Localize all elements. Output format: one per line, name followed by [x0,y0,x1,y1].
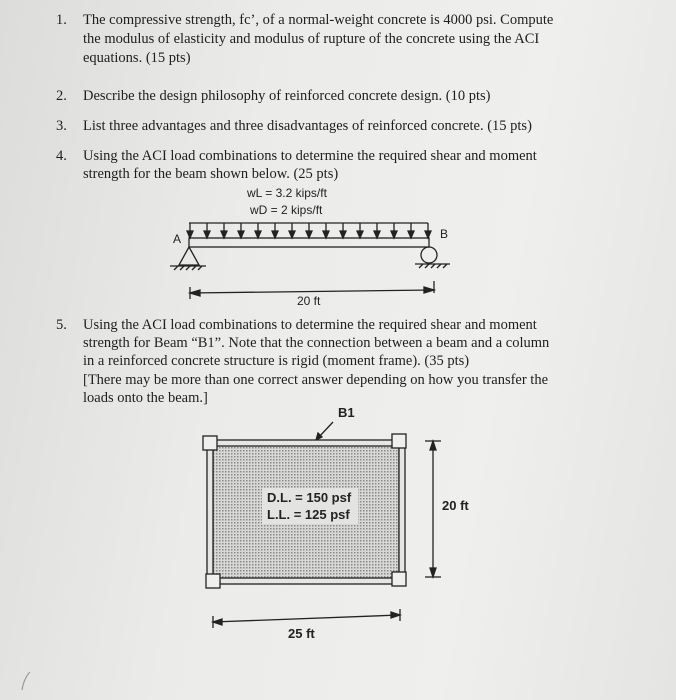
dead-load-label: D.L. = 150 psf [267,490,352,505]
load-arrowhead [340,231,346,238]
load-arrowhead [374,231,380,238]
width-dimension-label: 25 ft [288,626,315,641]
beam-b1-label: B1 [338,405,355,420]
load-arrowhead [187,231,193,238]
support-b-label: B [440,227,449,241]
dead-load-label: wD = 2 kips/ft [250,203,323,217]
load-arrowhead [425,231,431,238]
load-arrowhead [357,231,363,238]
load-arrowhead [391,231,397,238]
load-arrowhead [204,231,210,238]
load-arrowhead [408,231,414,238]
live-load-label: L.L. = 125 psf [267,507,350,522]
load-arrowhead [221,231,227,238]
load-arrowhead [238,231,244,238]
height-dimension-label: 20 ft [442,498,469,513]
pen-mark [22,672,30,690]
load-arrowhead [323,231,329,238]
roller-support-icon [421,247,437,263]
load-arrowhead [272,231,278,238]
support-a-label: A [173,232,182,246]
live-load-label: wL = 3.2 kips/ft [247,186,327,200]
load-arrowhead [306,231,312,238]
span-label: 20 ft [297,294,321,308]
column-icon [206,574,220,588]
beam-diagram [170,186,450,308]
column-icon [392,434,406,448]
load-arrowhead [255,231,261,238]
pin-support-icon [179,247,199,265]
distributed-load-arrows [187,223,431,238]
slab-diagram [203,405,469,641]
load-arrowhead [289,231,295,238]
column-icon [392,572,406,586]
column-icon [203,436,217,450]
